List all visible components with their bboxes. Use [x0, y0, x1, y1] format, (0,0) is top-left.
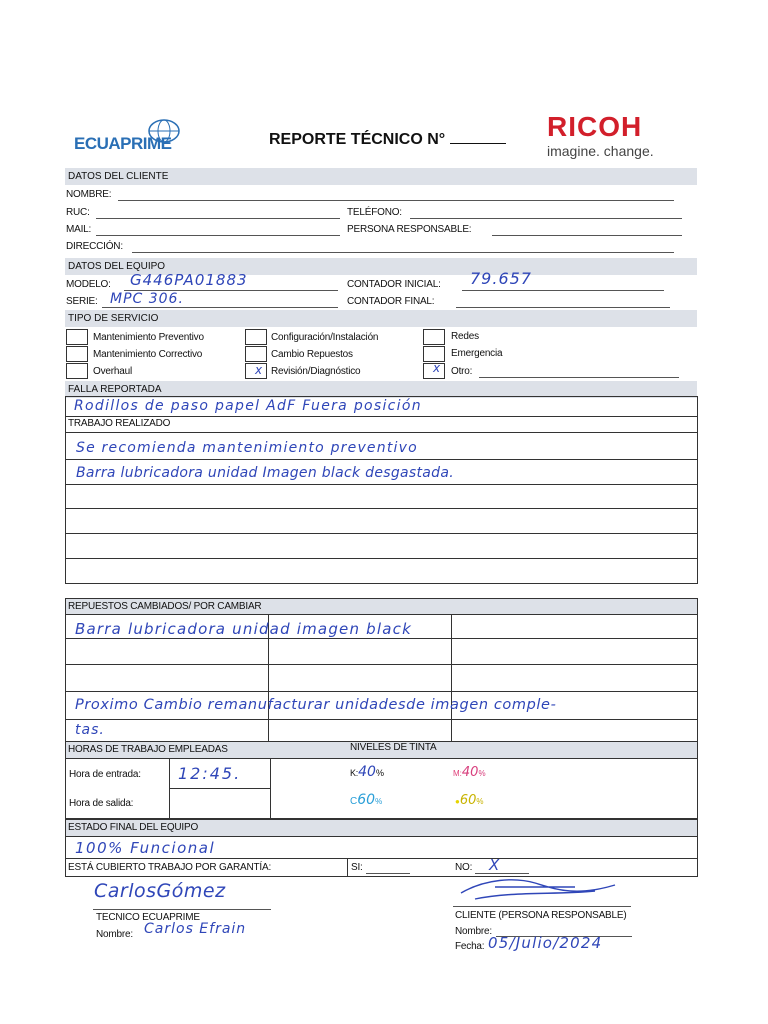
responsable-line[interactable]: [492, 235, 682, 236]
client-date-label: Fecha:: [455, 941, 485, 952]
work-rule: [65, 558, 698, 559]
work-line-2: Barra lubricadora unidad Imagen black desgastada.: [76, 465, 454, 481]
ink-m: M:40%: [453, 765, 486, 780]
entrada-label: Hora de entrada:: [69, 769, 141, 780]
option-revision: Revisión/Diagnóstico: [271, 366, 361, 377]
checkbox-mantenimiento-preventivo[interactable]: [66, 329, 88, 345]
final-state-header: ESTADO FINAL DEL EQUIPO: [66, 819, 697, 836]
fault-text: Rodillos de paso papel AdF Fuera posición: [74, 398, 422, 414]
client-name-label: Nombre:: [455, 926, 492, 937]
entrada-value[interactable]: 12:45.: [178, 764, 242, 783]
parts-col-divider: [451, 614, 452, 742]
option-cambio-repuestos: Cambio Repuestos: [271, 349, 353, 360]
checkbox-emergencia[interactable]: [423, 346, 445, 362]
hours-rule: [65, 758, 698, 759]
equipment-section-header: DATOS DEL EQUIPO: [65, 258, 697, 275]
contador-inicial-line[interactable]: [462, 290, 664, 291]
direccion-label: DIRECCIÓN:: [66, 241, 123, 252]
work-line-1: Se recomienda mantenimiento preventivo: [76, 440, 418, 456]
ecuaprime-logo: [74, 118, 194, 158]
responsable-label: PERSONA RESPONSABLE:: [347, 224, 472, 235]
mail-line[interactable]: [96, 235, 340, 236]
otro-line[interactable]: [479, 377, 679, 378]
final-state-rule: [65, 836, 698, 837]
contador-final-label: CONTADOR FINAL:: [347, 296, 435, 307]
nombre-line[interactable]: [118, 200, 674, 201]
warranty-si-line[interactable]: [366, 873, 410, 874]
option-emergencia: Emergencia: [451, 348, 503, 359]
client-signature-scribble: [455, 873, 635, 907]
service-section-header: TIPO DE SERVICIO: [65, 310, 697, 327]
ruc-label: RUC:: [66, 207, 90, 218]
parts-row-1: Barra lubricadora unidad imagen black: [75, 620, 412, 638]
work-rule: [65, 533, 698, 534]
revision-mark: x: [255, 363, 263, 377]
otro-mark: x: [433, 361, 441, 375]
option-mantenimiento-preventivo: Mantenimiento Preventivo: [93, 332, 204, 343]
work-rule: [65, 508, 698, 509]
ink-section-label: NIVELES DE TINTA: [350, 742, 437, 753]
warranty-si-label: SI:: [351, 862, 363, 873]
option-redes: Redes: [451, 331, 479, 342]
ecuaprime-wordmark: ECUAPRIME: [74, 134, 172, 153]
client-title: CLIENTE (PERSONA RESPONSABLE): [455, 910, 627, 921]
tech-signature: CarlosGómez: [94, 880, 226, 902]
direccion-line[interactable]: [132, 252, 674, 253]
salida-label: Hora de salida:: [69, 798, 134, 809]
tech-title: TECNICO ECUAPRIME: [96, 912, 200, 923]
client-date-value: 05/Julio/2024: [488, 934, 603, 952]
serie-label: SERIE:: [66, 296, 98, 307]
hours-rule: [169, 788, 270, 789]
report-title: REPORTE TÉCNICO N°: [269, 131, 506, 149]
ricoh-logo: [547, 112, 654, 159]
parts-row-4-continued: tas.: [75, 722, 105, 738]
checkbox-overhaul[interactable]: [66, 363, 88, 379]
contador-final-line[interactable]: [456, 307, 670, 308]
ink-c: C60%: [350, 792, 383, 808]
tech-name-label: Nombre:: [96, 929, 133, 940]
work-rule: [65, 459, 698, 460]
modelo-label: MODELO:: [66, 279, 111, 290]
modelo-value: G446PA01883: [130, 271, 248, 289]
client-section-header: DATOS DEL CLIENTE: [65, 168, 697, 185]
contador-inicial-value: 79.657: [470, 269, 532, 288]
hours-section-label: HORAS DE TRABAJO EMPLEADAS: [68, 744, 228, 755]
ruc-line[interactable]: [96, 218, 340, 219]
parts-row-4: Proximo Cambio remanufacturar unidadesde imagen comple-: [75, 697, 557, 713]
option-configuracion: Configuración/Instalación: [271, 332, 379, 343]
mail-label: MAIL:: [66, 224, 92, 235]
ricoh-wordmark: RICOH: [547, 111, 643, 142]
checkbox-mantenimiento-correctivo[interactable]: [66, 346, 88, 362]
parts-rule: [65, 664, 698, 665]
ink-y: ●60%: [455, 793, 484, 808]
telefono-line[interactable]: [410, 218, 682, 219]
warranty-no-mark: X: [489, 856, 500, 874]
hours-ink-divider: [270, 758, 271, 819]
serie-line[interactable]: [102, 307, 338, 308]
work-rule: [65, 432, 698, 433]
tech-signature-line[interactable]: [93, 909, 271, 910]
warranty-label: ESTÁ CUBIERTO TRABAJO POR GARANTÍA:: [68, 862, 272, 873]
checkbox-configuracion[interactable]: [245, 329, 267, 345]
ricoh-tagline: imagine. change.: [547, 143, 654, 159]
work-header: TRABAJO REALIZADO: [66, 417, 697, 431]
warranty-divider: [347, 858, 348, 877]
telefono-label: TELÉFONO:: [347, 207, 402, 218]
option-otro: Otro:: [451, 366, 473, 377]
nombre-label: NOMBRE:: [66, 189, 112, 200]
checkbox-redes[interactable]: [423, 329, 445, 345]
option-mantenimiento-correctivo: Mantenimiento Correctivo: [93, 349, 203, 360]
final-state-text: 100% Funcional: [75, 839, 216, 857]
ink-k: K:40%: [350, 764, 384, 780]
work-rule: [65, 484, 698, 485]
contador-inicial-label: CONTADOR INICIAL:: [347, 279, 441, 290]
serie-value: MPC 306.: [110, 291, 184, 307]
hours-col-divider: [169, 758, 170, 819]
parts-rule: [65, 719, 698, 720]
client-signature-line[interactable]: [453, 906, 631, 907]
option-overhaul: Overhaul: [93, 366, 132, 377]
parts-rule: [65, 638, 698, 639]
warranty-no-label: NO:: [455, 862, 473, 873]
parts-rule: [65, 614, 698, 615]
parts-section-header: REPUESTOS CAMBIADOS/ POR CAMBIAR: [66, 599, 697, 614]
fault-section-header: FALLA REPORTADA: [65, 381, 697, 398]
checkbox-cambio-repuestos[interactable]: [245, 346, 267, 362]
tech-name-value: Carlos Efrain: [144, 921, 247, 937]
parts-rule: [65, 691, 698, 692]
